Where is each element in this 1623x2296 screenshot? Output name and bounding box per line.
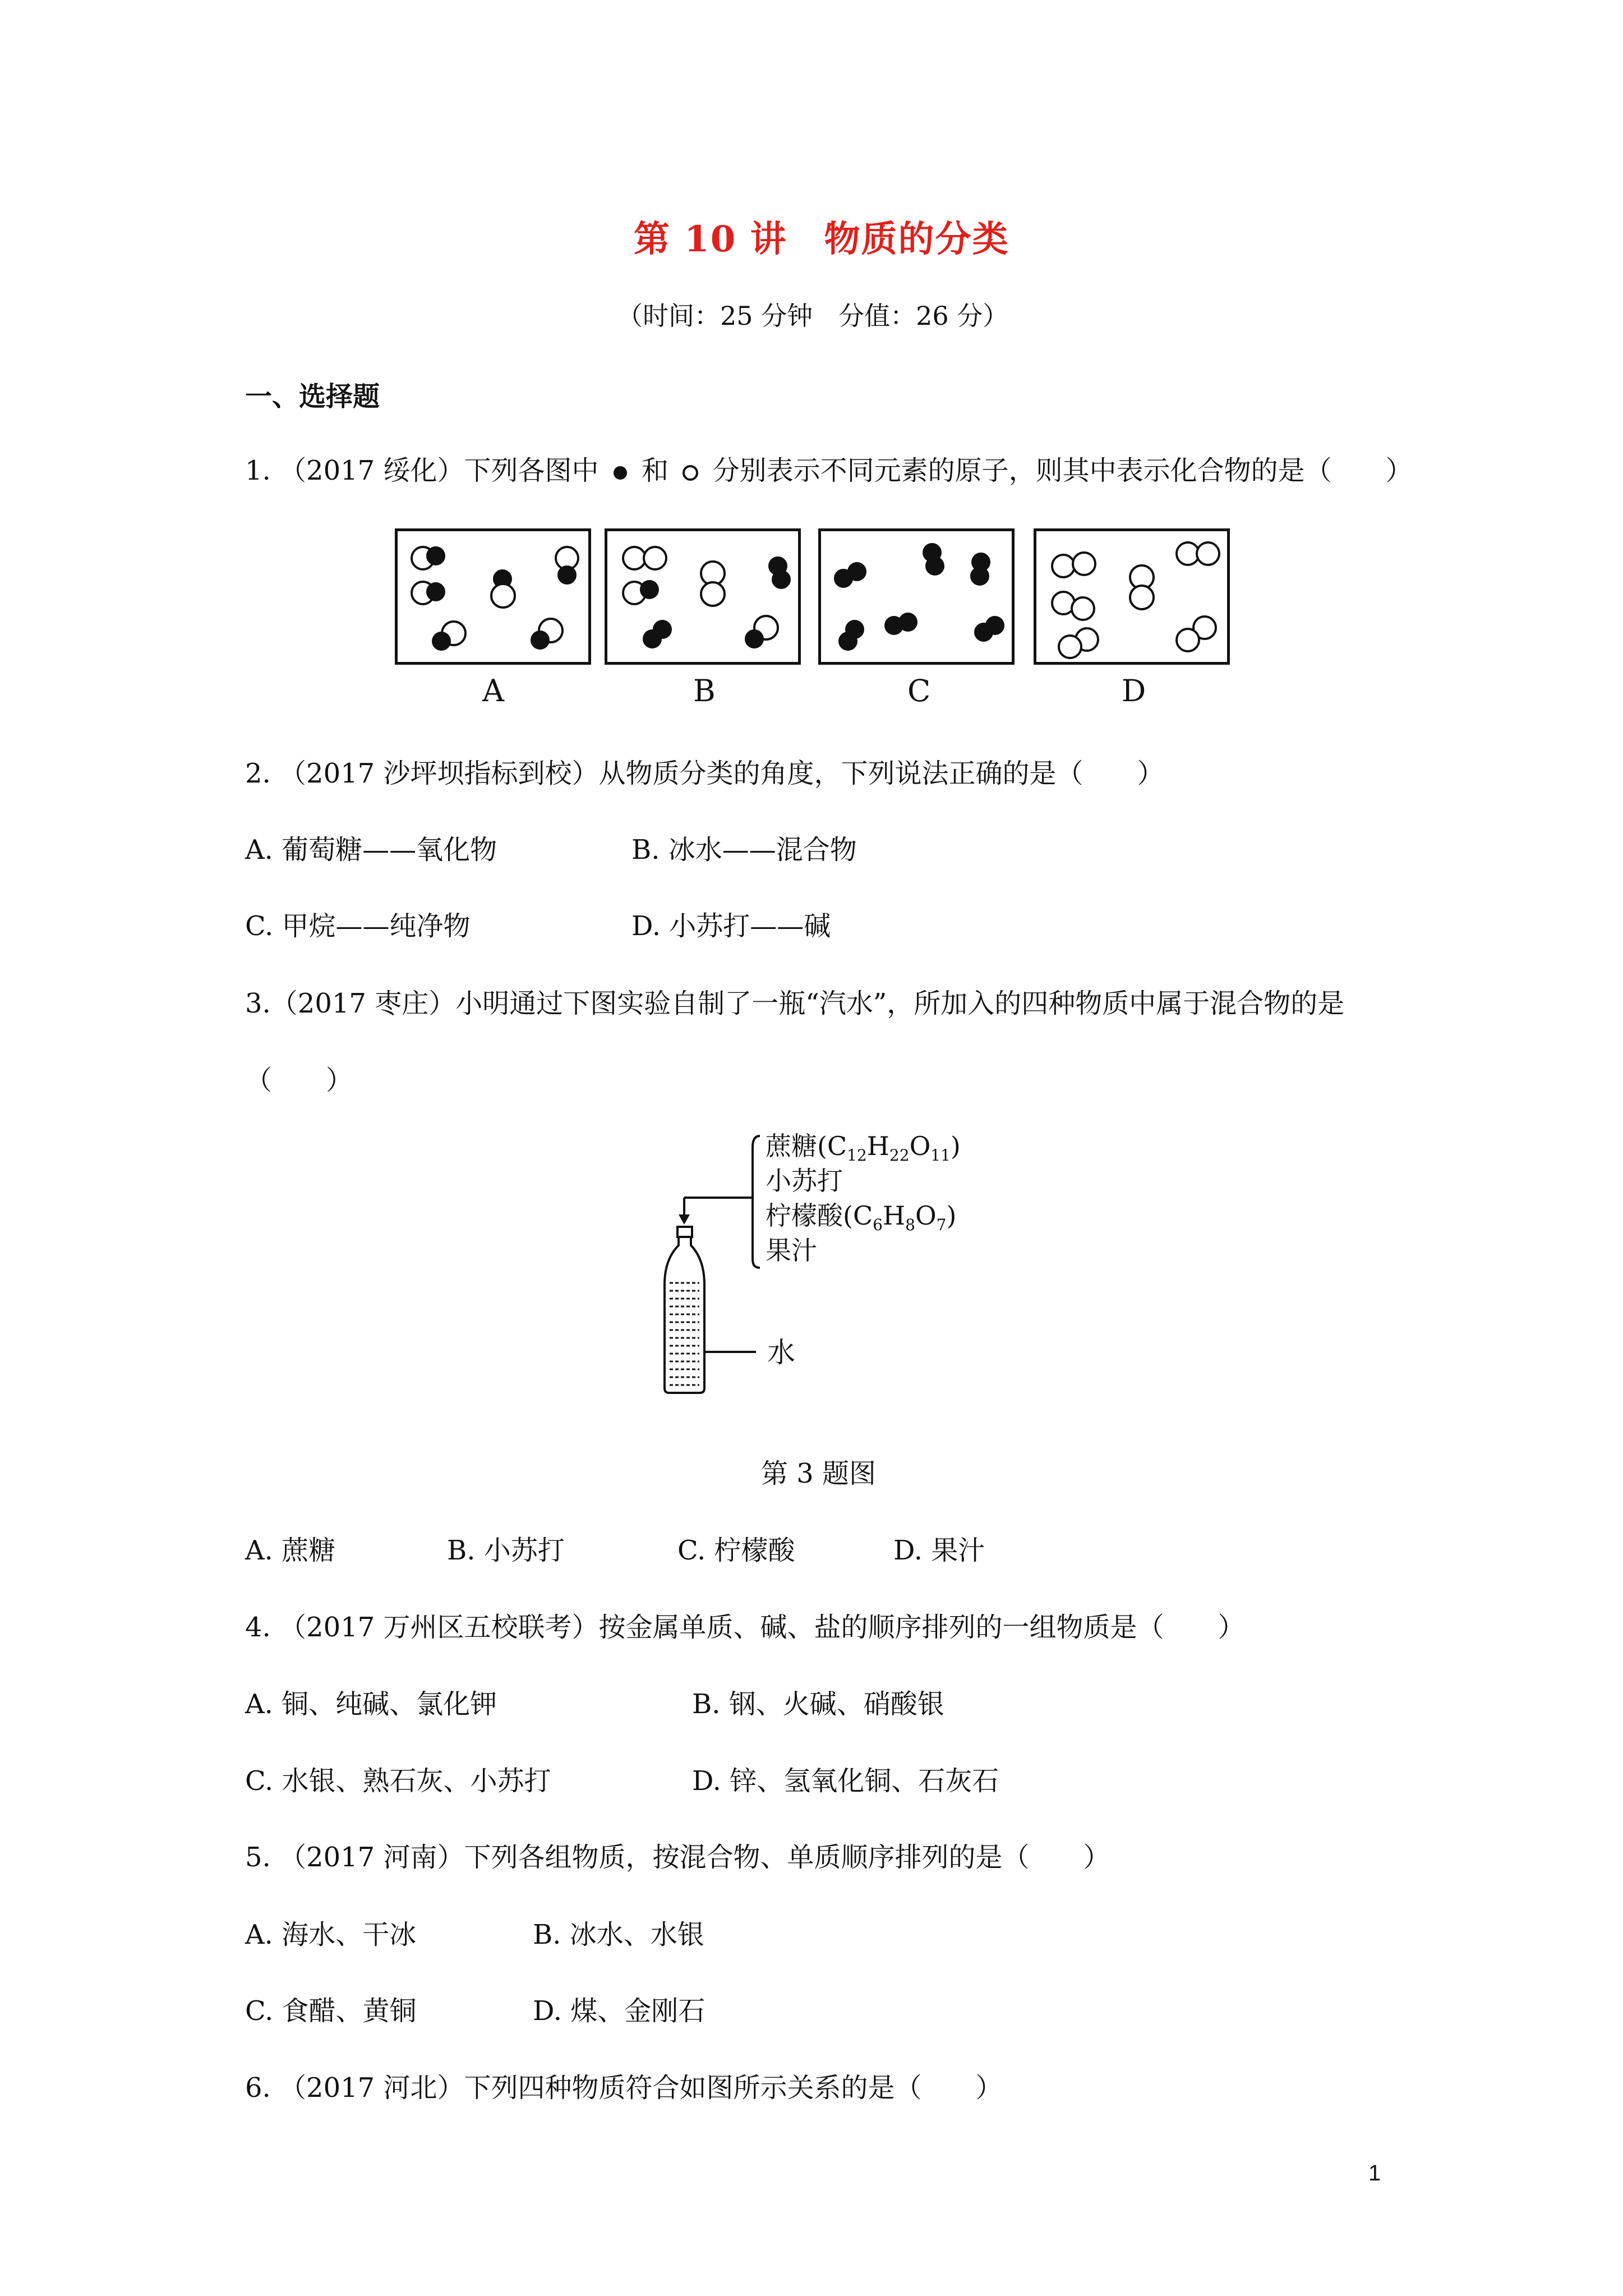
q2-option-a: A. 葡萄糖——氧化物 bbox=[245, 834, 497, 866]
q1-box-d bbox=[1034, 528, 1230, 665]
citric-o-sub: 7 bbox=[936, 1216, 947, 1234]
q1-option-a-label: A bbox=[482, 673, 504, 708]
box-b-molecules bbox=[607, 531, 798, 662]
q3-stem: 3.（2017 枣庄）小明通过下图实验自制了一瓶“汽水”，所加入的四种物质中属于混合物的是 bbox=[245, 988, 1345, 1019]
sucrose-o-sub: 11 bbox=[930, 1146, 951, 1165]
q4-option-a: A. 铜、纯碱、氯化钾 bbox=[245, 1688, 497, 1720]
sucrose-name: 蔗糖(C bbox=[766, 1131, 847, 1161]
q5-option-b: B. 冰水、水银 bbox=[533, 1919, 704, 1950]
box-c-molecules bbox=[821, 531, 1012, 662]
hollow-atom-icon bbox=[681, 464, 699, 482]
q5-stem: 5. （2017 河南）下列各组物质，按混合物、单质顺序排列的是（ ） bbox=[245, 1842, 1110, 1873]
box-d-molecules bbox=[1036, 531, 1227, 662]
q1-box-a bbox=[395, 528, 591, 665]
q5-option-d: D. 煤、金刚石 bbox=[533, 1995, 706, 2027]
sucrose-c-sub: 12 bbox=[847, 1146, 867, 1165]
citric-o: O bbox=[915, 1200, 937, 1231]
citric-h: H bbox=[882, 1200, 906, 1231]
citric-c-sub: 6 bbox=[873, 1216, 883, 1234]
q1-option-b-label: B bbox=[693, 673, 716, 708]
q1-box-c bbox=[818, 528, 1015, 665]
sucrose-h-sub: 22 bbox=[889, 1146, 910, 1165]
filled-atom-icon bbox=[612, 464, 629, 481]
q1-stem-part3: 分别表示不同元素的原子，则其中表示化合物的是（ ） bbox=[712, 455, 1413, 486]
q3-item-juice: 果汁 bbox=[766, 1235, 817, 1266]
q3-figure-caption: 第 3 题图 bbox=[761, 1458, 877, 1489]
q2-option-c: C. 甲烷——纯净物 bbox=[245, 910, 471, 942]
sucrose-end: ) bbox=[950, 1131, 961, 1161]
q2-option-b: B. 冰水——混合物 bbox=[631, 834, 857, 866]
q3-item-soda: 小苏打 bbox=[766, 1166, 843, 1196]
citric-h-sub: 8 bbox=[905, 1216, 915, 1234]
q1-stem-part2: 和 bbox=[642, 455, 669, 486]
q3-option-a: A. 蔗糖 bbox=[245, 1535, 336, 1566]
q1-box-b bbox=[605, 528, 801, 665]
page-title: 第 10 讲 物质的分类 bbox=[634, 218, 1009, 260]
q3-option-d: D. 果汁 bbox=[893, 1535, 985, 1566]
q1-stem bbox=[245, 449, 1413, 487]
section-heading: 一、选择题 bbox=[245, 381, 380, 412]
q1-option-c-label: C bbox=[907, 673, 931, 708]
page-subtitle: （时间：25 分钟 分值：26 分） bbox=[617, 301, 1009, 331]
q2-stem: 2. （2017 沙坪坝指标到校）从物质分类的角度，下列说法正确的是（ ） bbox=[245, 758, 1164, 789]
q3-paren: （ ） bbox=[245, 1065, 353, 1096]
q2-option-d: D. 小苏打——碱 bbox=[631, 910, 831, 942]
q3-option-b: B. 小苏打 bbox=[447, 1535, 565, 1566]
q4-option-b: B. 钢、火碱、硝酸银 bbox=[692, 1688, 944, 1720]
q4-option-c: C. 水银、熟石灰、小苏打 bbox=[245, 1765, 551, 1797]
q5-option-c: C. 食醋、黄铜 bbox=[245, 1995, 417, 2027]
q1-stem-part1: 1. （2017 绥化）下列各图中 bbox=[245, 455, 599, 486]
sucrose-o: O bbox=[909, 1131, 931, 1161]
citric-name: 柠檬酸(C bbox=[766, 1200, 873, 1231]
q1-option-d-label: D bbox=[1122, 673, 1146, 708]
q3-option-c: C. 柠檬酸 bbox=[677, 1535, 795, 1566]
q4-option-d: D. 锌、氢氧化铜、石灰石 bbox=[692, 1765, 999, 1797]
page-number: 1 bbox=[1368, 2161, 1381, 2185]
box-a-molecules bbox=[398, 531, 588, 662]
q3-water-label: 水 bbox=[767, 1336, 795, 1369]
q6-stem: 6. （2017 河北）下列四种物质符合如图所示关系的是（ ） bbox=[245, 2072, 1003, 2104]
q5-option-a: A. 海水、干冰 bbox=[245, 1919, 417, 1950]
sucrose-h: H bbox=[866, 1131, 889, 1161]
citric-end: ) bbox=[946, 1200, 957, 1231]
q4-stem: 4. （2017 万州区五校联考）按金属单质、碱、盐的顺序排列的一组物质是（ ） bbox=[245, 1612, 1245, 1643]
